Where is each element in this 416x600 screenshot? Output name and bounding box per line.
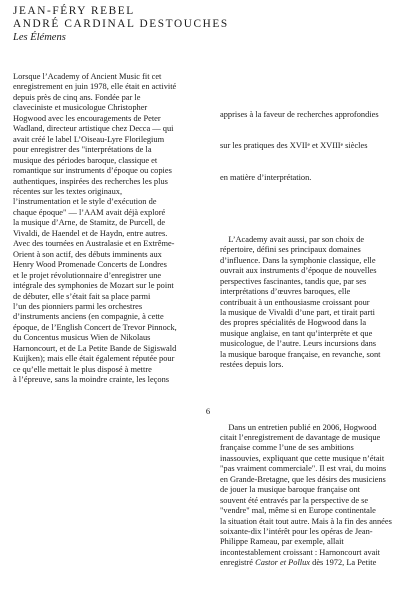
text-line: et le projet révolutionnaire d’enregistrer une [13, 270, 162, 280]
work-title: Les Élémens [13, 32, 66, 43]
text-line: citait l’enregistrement de davantage de musique [220, 432, 381, 442]
text-line: répertoire, défini ses principaux domaines [220, 245, 361, 255]
text-line: restées depuis lors. [220, 360, 284, 370]
text-line: en matière d’interprétation. [220, 172, 312, 182]
composer-rebel: JEAN-FÉRY REBEL [13, 5, 135, 17]
text-line: apprises à la faveur de recherches approfondies [220, 109, 379, 119]
composer-destouches: ANDRÉ CARDINAL DESTOUCHES [13, 17, 229, 30]
text-line: "pas vraiment commerciale". Il est vrai, du moins [220, 464, 387, 474]
header [13, 5, 229, 44]
text-line: des propres spécialités de Hogwood dans la [220, 318, 367, 328]
text-line: d’instruments anciens (en compagnie, à cette [13, 312, 164, 322]
text-line: musique anglaise, en tant qu’interprète et que [220, 328, 373, 338]
text-line: la musique baroque française, en revanche, sont [220, 349, 381, 359]
text-line: Kuijken); mais elle était également réputée pour [13, 354, 175, 364]
text-line: enregistré Castor et Pollux dès 1972, La Petite [220, 558, 377, 568]
text-line: musique des périodes baroque, classique et [13, 155, 158, 165]
text-line: avait créé le label L’Oiseau-Lyre Florilegium [13, 134, 165, 144]
text-line: en Grande-Bretagne, que les désirs des musiciens [220, 474, 386, 484]
left-column [13, 72, 177, 386]
text-line: contribuait à un enthousiasme croissant pour [220, 297, 370, 307]
text-line: Vivaldi, de Haendel et de Haydn, entre autres. [13, 228, 168, 238]
text-line: romantique sur instruments d’époque ou copies [13, 166, 172, 176]
text-line: Harnoncourt, et de La Petite Bande de Sigiswald [13, 343, 177, 353]
text-line: claveciniste et musicologue Christopher [13, 103, 148, 113]
text-line: la situation était tout autre. Mais à la fin des années [220, 516, 392, 526]
paragraph-repertoire [220, 235, 392, 371]
right-column [220, 68, 392, 600]
text-line: Henry Wood Promenade Concerts de Londres [13, 260, 167, 270]
text-line: chaque époque" — l’AAM avait déjà exploré [13, 207, 166, 217]
text-line: incontestablement croissant : Harnoncourt avait [220, 547, 381, 557]
text-line: du Concentus musicus Wien de Nikolaus [13, 333, 151, 343]
text-line: Dans un entretien publié en 2006, Hogwood [220, 422, 377, 432]
text-line: à l’épreuve, sans la moindre crainte, les leçons [13, 375, 170, 385]
text-line: enregistrement en juin 1978, elle était en activité [13, 82, 177, 92]
text-line: Avec des tournées en Australasie et en Extrême- [13, 239, 175, 249]
text-line: L’Academy avait aussi, par son choix de [220, 234, 365, 244]
text-line: interprétations d’œuvres baroques, elle [220, 287, 351, 297]
text-line: de débuter, elle s’était fait sa place parmi [13, 291, 151, 301]
text-line: époque, de l’English Concert de Trevor Pinnock, [13, 322, 177, 332]
text-line: perspectives fascinantes, tandis que, par ses [220, 276, 367, 286]
text-line: souvent été entravés par la perspective de se [220, 495, 369, 505]
text-line: Orient à son actif, des débuts imminents aux [13, 249, 162, 259]
text-line: intégrale des symphonies de Mozart sur le point [13, 281, 174, 291]
paragraph-interview [220, 402, 392, 590]
text-line: Hogwood avec les encouragements de Peter [13, 113, 161, 123]
text-line: d’influence. Dans la symphonie classique, elle [220, 255, 376, 265]
text-line: la musique d’Arne, de Stamitz, de Purcell, de [13, 218, 166, 228]
text-line: depuis près de cinq ans. Fondée par le [13, 92, 141, 102]
text-line: sur les pratiques des XVIIe et XVIIIe siècles [220, 141, 368, 151]
text-line: Wadland, directeur artistique chez Decca — qui [13, 124, 174, 134]
text-line: authentiques, inspirées des recherches les plus [13, 176, 168, 186]
text-line: de jouer la musique baroque française ont [220, 485, 360, 495]
text-line: ce qu’elle mettait le plus disposé à mettre [13, 364, 152, 374]
text-line: Lorsque l’Academy of Ancient Music fit cet [13, 72, 162, 81]
text-line: inassouvies, expliquant que cette musique n’était [220, 453, 385, 463]
text-line: l’un des pionniers parmi les orchestres [13, 301, 143, 311]
text-line: française comme l’une de ses ambitions [220, 443, 354, 453]
text-line: "vendre" mal, même si en Europe continentale [220, 506, 376, 516]
text-line: récentes sur les textes originaux, [13, 186, 123, 196]
text-line: ouvrait aux instruments d’époque de nouvelles [220, 266, 377, 276]
text-line: musicologue, de l’autre. Leurs incursions dans [220, 339, 377, 349]
text-line: la musique de Vivaldi d’une part, et tirait parti [220, 307, 375, 317]
text-line: soixante-dix l’intérêt pour les opéras de Jean- [220, 527, 373, 537]
text-line: l’instrumentation et le style d’exécution de [13, 197, 157, 207]
paragraph-research [220, 89, 392, 204]
text-line: Philippe Rameau, par exemple, allait [220, 537, 344, 547]
page-number: 6 [205, 406, 211, 416]
text-line: pour enregistrer des "interprétations de la [13, 145, 152, 155]
